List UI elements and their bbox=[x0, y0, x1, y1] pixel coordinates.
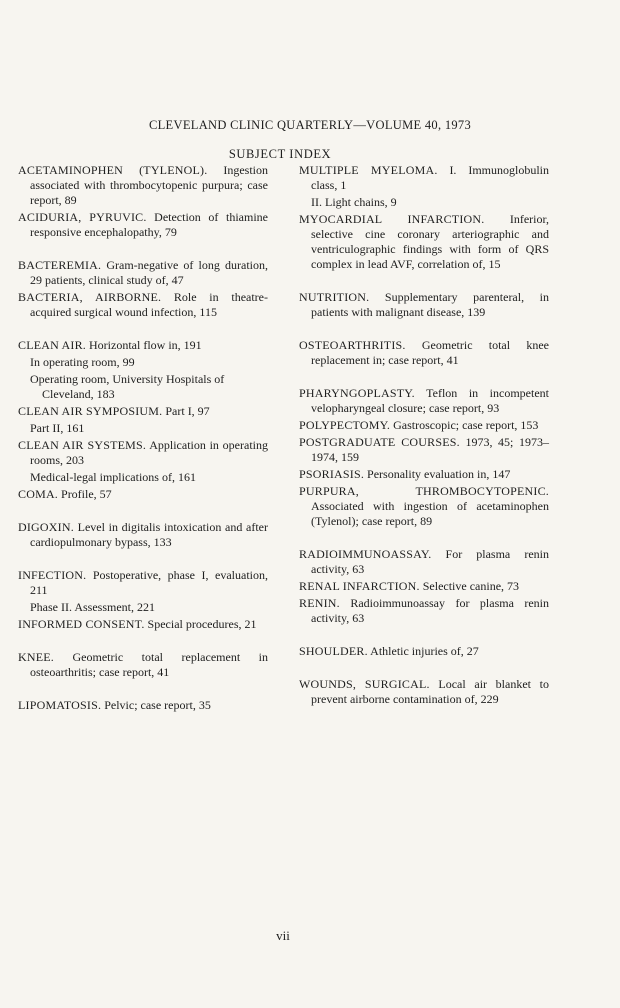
index-entry-heading: RADIOIMMUNOASSAY. bbox=[299, 547, 432, 561]
index-entry-text: Personality evaluation in, 147 bbox=[367, 467, 511, 481]
index-entry-text: Inferior, selective cine coronary arteriographic and ventriculographic findings with form of QRS complex in lead AVF, correlation of, 15 bbox=[311, 212, 549, 271]
index-entry-text: Special procedures, 21 bbox=[147, 617, 257, 631]
index-entry-heading: CLEAN AIR. bbox=[18, 338, 86, 352]
index-entry-text: Gastroscopic; case report, 153 bbox=[393, 418, 539, 432]
index-entry-heading: RENIN. bbox=[299, 596, 340, 610]
index-entry-text: Ingestion associated with thrombocytopenic purpura; case report, 89 bbox=[30, 163, 268, 207]
index-entry-text: Associated with ingestion of acetaminophen (Tylenol); case report, 89 bbox=[311, 499, 549, 528]
index-entry-text: Supplementary parenteral, in patients with malignant disease, 139 bbox=[311, 290, 550, 319]
index-entry bbox=[299, 467, 549, 482]
index-entry bbox=[299, 290, 549, 320]
index-entry-heading: LIPOMATOSIS. bbox=[18, 698, 102, 712]
index-entry-heading: INFECTION. bbox=[18, 568, 87, 582]
index-entry-heading: CLEAN AIR SYMPOSIUM. bbox=[18, 404, 163, 418]
index-entry-heading: COMA. bbox=[18, 487, 59, 501]
index-subentry: In operating room, 99 bbox=[30, 355, 135, 369]
index-entry-text: Application in operating rooms, 203 bbox=[30, 438, 268, 467]
index-entry bbox=[299, 677, 549, 707]
index-entry-heading: KNEE. bbox=[18, 650, 54, 664]
index-entry bbox=[299, 386, 549, 416]
index-subentry: Part II, 161 bbox=[30, 421, 85, 435]
index-entry-text: Role in theatre-acquired surgical wound infection, 115 bbox=[30, 290, 268, 319]
index-subentry: Operating room, University Hospitals of Cleveland, 183 bbox=[30, 372, 225, 401]
index-entry-heading: INFORMED CONSENT. bbox=[18, 617, 145, 631]
index-entry-text: Geometric total replacement in osteoarthritis; case report, 41 bbox=[30, 650, 268, 679]
index-entry-heading: ACETAMINOPHEN (TYLENOL). bbox=[18, 163, 208, 177]
index-entry bbox=[299, 547, 549, 577]
index-entry-text: Detection of thiamine responsive encephalopathy, 79 bbox=[30, 210, 268, 239]
index-entry-heading: SHOULDER. bbox=[299, 644, 368, 658]
index-entry bbox=[18, 404, 268, 419]
index-entry-heading: POLYPECTOMY. bbox=[299, 418, 391, 432]
index-entry bbox=[18, 617, 268, 632]
index-entry-text: Pelvic; case report, 35 bbox=[104, 698, 211, 712]
index-entry-text: Horizontal flow in, 191 bbox=[89, 338, 202, 352]
index-entry-heading: DIGOXIN. bbox=[18, 520, 74, 534]
index-entry bbox=[18, 650, 268, 680]
index-entry bbox=[299, 435, 549, 465]
index-entry-heading: OSTEOARTHRITIS. bbox=[299, 338, 406, 352]
index-title: SUBJECT INDEX bbox=[228, 147, 332, 161]
index-entry-text: Gram-negative of long duration, 29 patients, clinical study of, 47 bbox=[30, 258, 268, 287]
index-entry-text: Radioimmunoassay for plasma renin activity, 63 bbox=[311, 596, 550, 625]
index-entry bbox=[299, 338, 549, 368]
index-entry-heading: RENAL INFARCTION. bbox=[299, 579, 420, 593]
index-entry bbox=[18, 520, 268, 550]
index-entry bbox=[18, 290, 268, 320]
index-column-right bbox=[299, 163, 549, 709]
index-entry-text: Profile, 57 bbox=[61, 487, 112, 501]
index-entry-text: Teflon in incompetent velopharyngeal closure; case report, 93 bbox=[311, 386, 549, 415]
index-entry bbox=[299, 596, 549, 626]
index-entry-text: I. Immunoglobulin class, 1 bbox=[311, 163, 550, 192]
index-entry bbox=[299, 163, 549, 193]
page-number: vii bbox=[276, 928, 290, 943]
index-entry bbox=[299, 644, 549, 659]
index-entry-heading: PHARYNGOPLASTY. bbox=[299, 386, 415, 400]
index-entry-heading: MULTIPLE MYELOMA. bbox=[299, 163, 438, 177]
index-entry bbox=[18, 338, 268, 353]
index-entry bbox=[18, 438, 268, 468]
index-entry bbox=[18, 568, 268, 598]
index-entry bbox=[18, 258, 268, 288]
index-entry-text: For plasma renin activity, 63 bbox=[311, 547, 549, 576]
index-subentry: II. Light chains, 9 bbox=[311, 195, 397, 209]
index-entry bbox=[18, 698, 268, 713]
index-subentry: Medical-legal implications of, 161 bbox=[30, 470, 196, 484]
index-entry-text: Selective canine, 73 bbox=[422, 579, 520, 593]
index-entry-heading: BACTEREMIA. bbox=[18, 258, 102, 272]
index-entry-text: Level in digitalis intoxication and after cardiopulmonary bypass, 133 bbox=[30, 520, 268, 549]
index-entry-text: Geometric total knee replacement in; case report, 41 bbox=[311, 338, 549, 367]
index-entry bbox=[299, 418, 549, 433]
index-entry-heading: NUTRITION. bbox=[299, 290, 370, 304]
index-entry bbox=[299, 579, 549, 594]
index-entry-text: Postoperative, phase I, evaluation, 211 bbox=[30, 568, 268, 597]
index-entry-text: Athletic injuries of, 27 bbox=[370, 644, 479, 658]
index-column-left bbox=[18, 163, 268, 715]
index-entry bbox=[18, 210, 268, 240]
running-head: CLEVELAND CLINIC QUARTERLY—VOLUME 40, 1973 bbox=[148, 118, 472, 132]
index-entry-heading: PURPURA, THROMBOCYTOPENIC. bbox=[299, 484, 549, 498]
index-entry-text: 1973, 45; 1973–1974, 159 bbox=[311, 435, 549, 464]
index-entry-text: Part I, 97 bbox=[165, 404, 210, 418]
index-entry bbox=[299, 212, 549, 272]
index-entry-heading: POSTGRADUATE COURSES. bbox=[299, 435, 460, 449]
index-entry bbox=[299, 484, 549, 529]
index-entry-heading: ACIDURIA, PYRUVIC. bbox=[18, 210, 147, 224]
index-entry bbox=[18, 487, 268, 502]
index-subentry: Phase II. Assessment, 221 bbox=[30, 600, 155, 614]
index-entry-heading: CLEAN AIR SYSTEMS. bbox=[18, 438, 147, 452]
index-entry-text: Local air blanket to prevent airborne contamination of, 229 bbox=[311, 677, 549, 706]
index-entry-heading: WOUNDS, SURGICAL. bbox=[299, 677, 430, 691]
index-entry bbox=[18, 163, 268, 208]
index-entry-heading: PSORIASIS. bbox=[299, 467, 365, 481]
index-entry-heading: BACTERIA, AIRBORNE. bbox=[18, 290, 162, 304]
index-entry-heading: MYOCARDIAL INFARCTION. bbox=[299, 212, 485, 226]
